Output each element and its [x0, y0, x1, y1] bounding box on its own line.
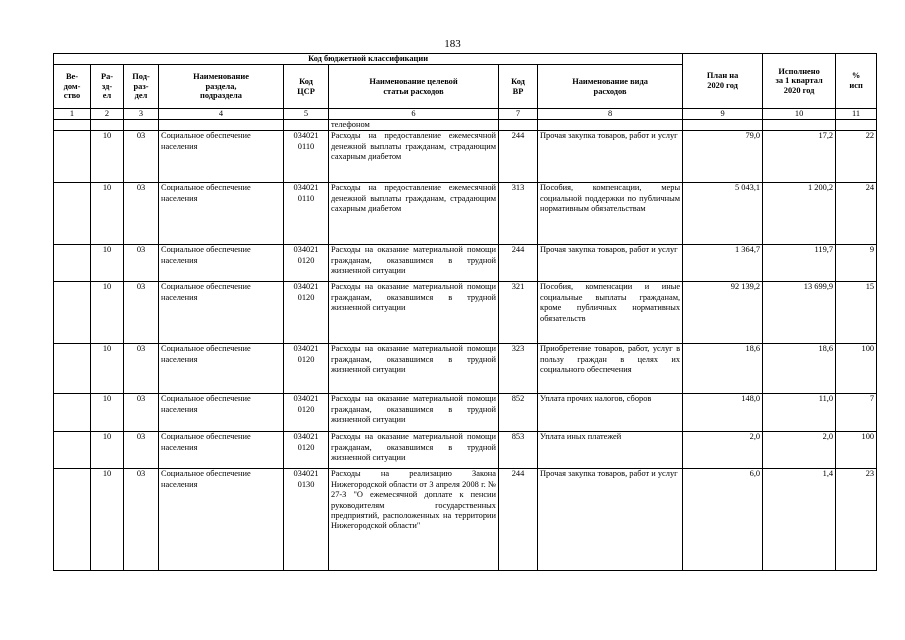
table-row: [54, 344, 877, 394]
cell-razdel: 10: [91, 344, 124, 394]
cell-plan: 2,0: [683, 432, 763, 469]
cell-podrazdel: 03: [124, 245, 159, 282]
cell-vr-name: Прочая закупка товаров, работ и услуг: [538, 469, 683, 571]
cell-done: 13 699,9: [763, 282, 836, 344]
cell-name-razdel: Социальное обеспечение населения: [159, 245, 284, 282]
cell-name-razdel: Социальное обеспечение населения: [159, 131, 284, 183]
cell-name-razdel: Социальное обеспечение населения: [159, 469, 284, 571]
cell-csr: 034021 0120: [284, 344, 329, 394]
cell-vedomstvo: [54, 282, 91, 344]
cell-podrazdel: 03: [124, 344, 159, 394]
cell-podrazdel: 03: [124, 183, 159, 245]
cell-razdel: 10: [91, 282, 124, 344]
cell-csr: 034021 0120: [284, 282, 329, 344]
cell-podrazdel: 03: [124, 131, 159, 183]
cell-done: 2,0: [763, 432, 836, 469]
column-number: 1: [54, 109, 91, 120]
cell-vr-name: Уплата прочих налогов, сборов: [538, 394, 683, 432]
cell-vedomstvo: [54, 183, 91, 245]
cell-vr: 244: [499, 245, 538, 282]
cell-done: 1,4: [763, 469, 836, 571]
cell-name-razdel: Социальное обеспечение населения: [159, 183, 284, 245]
cell-name-razdel: Социальное обеспечение населения: [159, 432, 284, 469]
cell-vr: 853: [499, 432, 538, 469]
cell-vr: 313: [499, 183, 538, 245]
cell-pct: 100: [836, 432, 877, 469]
cell-vr: 244: [499, 469, 538, 571]
cell-vr-name: Уплата иных платежей: [538, 432, 683, 469]
header-budget-classification: Код бюджетной классификации: [54, 54, 683, 65]
cell-name-razdel: Социальное обеспечение населения: [159, 282, 284, 344]
cell-razdel: 10: [91, 131, 124, 183]
cell-name-razdel: Социальное обеспечение населения: [159, 394, 284, 432]
table-row: [54, 183, 877, 245]
cell-vedomstvo: [54, 394, 91, 432]
cell-csr: 034021 0120: [284, 432, 329, 469]
cell-vedomstvo: [54, 432, 91, 469]
cell-pct: 7: [836, 394, 877, 432]
cell-plan: 92 139,2: [683, 282, 763, 344]
header-pct: % исп: [836, 54, 877, 109]
cell-razdel: 10: [91, 469, 124, 571]
column-number: 11: [836, 109, 877, 120]
header-csr: Код ЦСР: [284, 65, 329, 109]
header-row-group: [54, 54, 877, 65]
cell-done: 119,7: [763, 245, 836, 282]
cell-vedomstvo: [54, 245, 91, 282]
cell-done: 1 200,2: [763, 183, 836, 245]
cell-razdel: 10: [91, 183, 124, 245]
cell-vr-name: Прочая закупка товаров, работ и услуг: [538, 131, 683, 183]
cell-vedomstvo: [54, 131, 91, 183]
cell-csr: 034021 0110: [284, 183, 329, 245]
table-row: [54, 394, 877, 432]
cell-podrazdel: 03: [124, 432, 159, 469]
column-number: 9: [683, 109, 763, 120]
table-row: [54, 469, 877, 571]
header-name-razdel: Наименование раздела, подраздела: [159, 65, 284, 109]
cell-pct: 23: [836, 469, 877, 571]
cell-podrazdel: 03: [124, 394, 159, 432]
continuation-target: телефоном: [329, 120, 499, 131]
cell-pct: 24: [836, 183, 877, 245]
cell-done: 11,0: [763, 394, 836, 432]
column-number: 7: [499, 109, 538, 120]
cell-vr-name: Пособия, компенсации, меры социальной поддержки по публичным нормативным обязательствам: [538, 183, 683, 245]
cell-plan: 79,0: [683, 131, 763, 183]
cell-razdel: 10: [91, 432, 124, 469]
column-number: 8: [538, 109, 683, 120]
cell-target: Расходы на оказание материальной помощи гражданам, оказавшимся в трудной жизненной ситуации: [329, 394, 499, 432]
header-razdel: Ра- зд- ел: [91, 65, 124, 109]
cell-vr-name: Пособия, компенсации и иные социальные выплаты гражданам, кроме публичных нормативных обязательств: [538, 282, 683, 344]
cell-vr: 321: [499, 282, 538, 344]
cell-target: Расходы на оказание материальной помощи гражданам, оказавшимся в трудной жизненной ситуации: [329, 432, 499, 469]
cell-csr: 034021 0110: [284, 131, 329, 183]
cell-vr-name: Приобретение товаров, работ, услуг в пользу граждан в целях их социального обеспечения: [538, 344, 683, 394]
cell-plan: 148,0: [683, 394, 763, 432]
column-number: 10: [763, 109, 836, 120]
header-podrazdel: Под- раз- дел: [124, 65, 159, 109]
page-number: 183: [444, 38, 461, 50]
cell-target: Расходы на оказание материальной помощи гражданам, оказавшимся в трудной жизненной ситуации: [329, 282, 499, 344]
cell-done: 18,6: [763, 344, 836, 394]
column-number: 3: [124, 109, 159, 120]
cell-razdel: 10: [91, 394, 124, 432]
cell-vr-name: Прочая закупка товаров, работ и услуг: [538, 245, 683, 282]
cell-podrazdel: 03: [124, 469, 159, 571]
continuation-row: [54, 120, 877, 131]
header-name-target: Наименование целевой статьи расходов: [329, 65, 499, 109]
column-number: 4: [159, 109, 284, 120]
column-number: 6: [329, 109, 499, 120]
cell-pct: 9: [836, 245, 877, 282]
header-plan: План на 2020 год: [683, 54, 763, 109]
cell-pct: 15: [836, 282, 877, 344]
cell-csr: 034021 0120: [284, 245, 329, 282]
cell-csr: 034021 0120: [284, 394, 329, 432]
cell-csr: 034021 0130: [284, 469, 329, 571]
cell-target: Расходы на оказание материальной помощи гражданам, оказавшимся в трудной жизненной ситуации: [329, 344, 499, 394]
cell-target: Расходы на предоставление ежемесячной денежной выплаты гражданам, страдающим сахарным диабетом: [329, 183, 499, 245]
cell-target: Расходы на реализацию Закона Нижегородской области от 3 апреля 2008 г. № 27-З "О ежемесячной доплате к пенсии руководителям государственных предприятий, расположенных на территории Нижегородской области": [329, 469, 499, 571]
table-row: [54, 282, 877, 344]
table-row: [54, 245, 877, 282]
cell-plan: 18,6: [683, 344, 763, 394]
table-body: [54, 120, 877, 571]
column-number: 5: [284, 109, 329, 120]
cell-plan: 1 364,7: [683, 245, 763, 282]
header-name-vr: Наименование вида расходов: [538, 65, 683, 109]
cell-razdel: 10: [91, 245, 124, 282]
cell-plan: 5 043,1: [683, 183, 763, 245]
cell-vedomstvo: [54, 469, 91, 571]
cell-vedomstvo: [54, 344, 91, 394]
cell-pct: 100: [836, 344, 877, 394]
column-number: 2: [91, 109, 124, 120]
cell-done: 17,2: [763, 131, 836, 183]
cell-target: Расходы на предоставление ежемесячной денежной выплаты гражданам, страдающим сахарным диабетом: [329, 131, 499, 183]
table-row: [54, 131, 877, 183]
cell-podrazdel: 03: [124, 282, 159, 344]
header-vr: Код ВР: [499, 65, 538, 109]
header-row-numbers: [54, 109, 877, 120]
cell-target: Расходы на оказание материальной помощи гражданам, оказавшимся в трудной жизненной ситуации: [329, 245, 499, 282]
cell-vr: 323: [499, 344, 538, 394]
table-row: [54, 432, 877, 469]
header-done: Исполнено за 1 квартал 2020 год: [763, 54, 836, 109]
budget-execution-table: [53, 53, 877, 571]
cell-pct: 22: [836, 131, 877, 183]
cell-plan: 6,0: [683, 469, 763, 571]
cell-vr: 244: [499, 131, 538, 183]
cell-vr: 852: [499, 394, 538, 432]
cell-name-razdel: Социальное обеспечение населения: [159, 344, 284, 394]
header-vedomstvo: Ве- дом- ство: [54, 65, 91, 109]
